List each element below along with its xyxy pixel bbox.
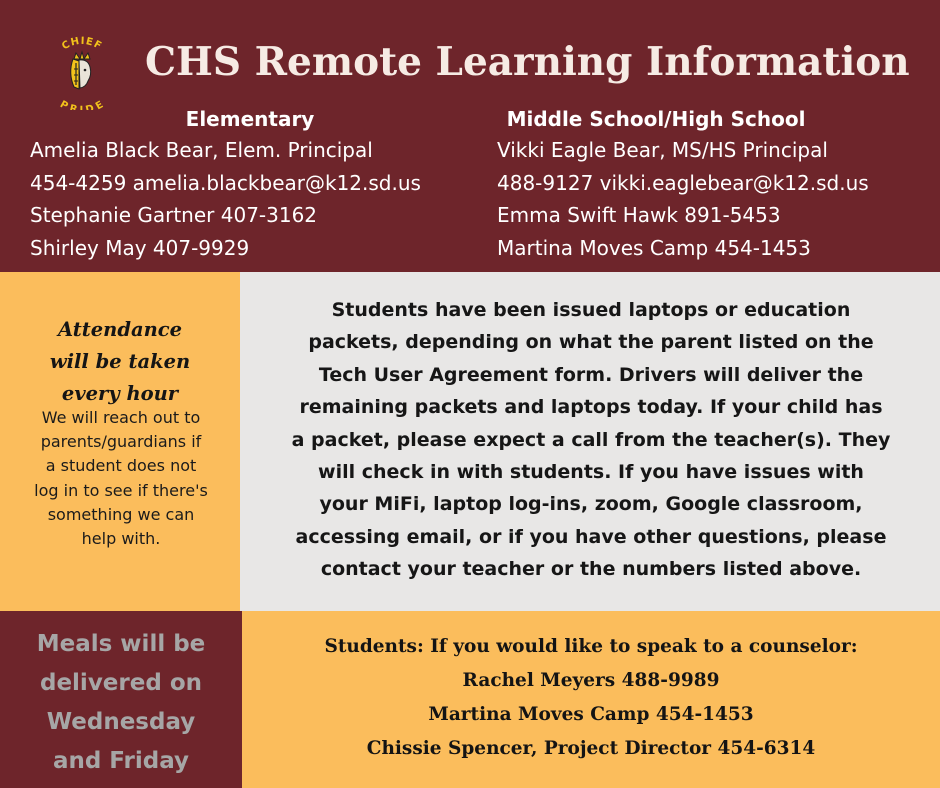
students-notice-panel	[240, 272, 940, 611]
elementary-heading: Elementary	[185, 107, 315, 131]
counselor-contact: Chissie Spencer, Project Director 454-6314	[366, 738, 816, 759]
elementary-line: Stephanie Gartner 407-3162	[30, 203, 318, 228]
mshs-line: Vikki Eagle Bear, MS/HS Principal	[497, 138, 828, 162]
mshs-line: Martina Moves Camp 454-1453	[497, 235, 811, 260]
attendance-heading: Attendance will be taken every hour	[49, 318, 191, 405]
counselor-text	[242, 630, 940, 766]
svg-text:CHIEF: CHIEF	[60, 36, 104, 53]
counselor-heading: Students: If you would like to speak to a counselor:	[324, 636, 858, 657]
chief-pride-logo	[44, 36, 120, 110]
mshs-heading: Middle School/High School	[506, 107, 806, 131]
mshs-contacts	[497, 104, 927, 264]
counselor-contact: Rachel Meyers 488-9989	[462, 670, 720, 691]
counselor-contact: Martina Moves Camp 454-1453	[428, 704, 754, 725]
elementary-line: Amelia Black Bear, Elem. Principal	[30, 138, 373, 162]
attendance-panel	[0, 272, 240, 611]
mshs-line: Emma Swift Hawk 891-5453	[497, 203, 781, 228]
svg-text:PRIDE: PR DE	[57, 98, 107, 110]
elementary-line: Shirley May 407-9929	[30, 235, 250, 260]
meals-panel	[0, 611, 242, 788]
chief-headdress-icon	[44, 36, 120, 110]
page-title: CHS Remote Learning Information	[145, 39, 910, 85]
meals-text: Meals will be delivered on Wednesday and Friday	[36, 631, 206, 774]
attendance-body: We will reach out to parents/guardians if a student does not log in to see if there's something we can help with.	[34, 408, 208, 549]
mshs-line: 488-9127 vikki.eaglebear@k12.sd.us	[497, 170, 869, 195]
header-section	[0, 0, 940, 272]
students-notice-text: Students have been issued laptops or education packets, depending on what the parent listed on the Tech User Agreement form. Drivers will deliver the remaining packets and laptops today. If your child has a packet, please expect a call from the teacher(s). They will check in with students. If you have issues with your MiFi, laptop log-ins, zoom, Google classroom, accessing email, or if you have other questions, please contact your teacher or the numbers listed above.	[291, 299, 891, 581]
counselor-panel	[242, 611, 940, 788]
elementary-contacts	[30, 104, 470, 264]
elementary-line: 454-4259 amelia.blackbear@k12.sd.us	[30, 170, 421, 195]
